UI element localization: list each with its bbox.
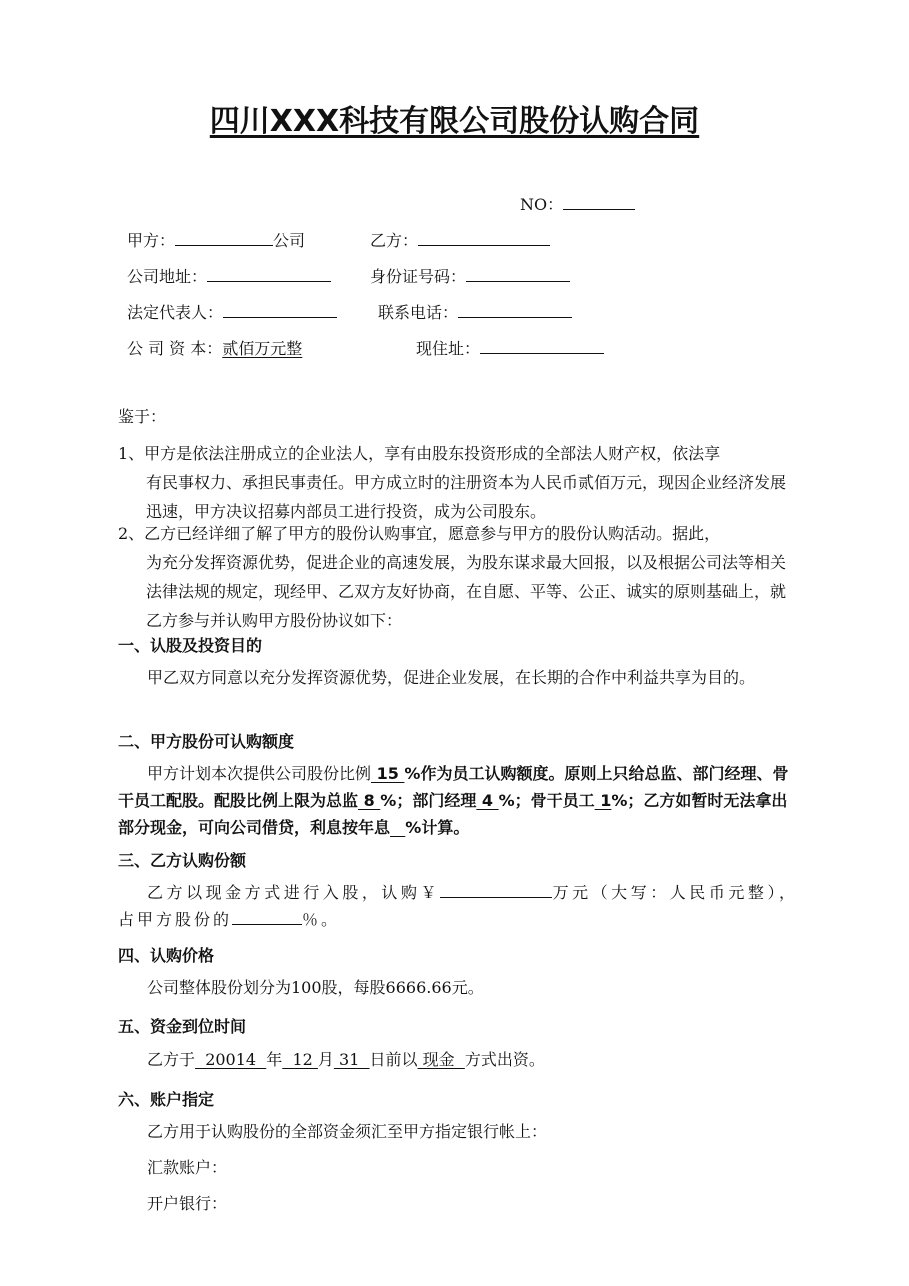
id-number-blank xyxy=(466,266,570,282)
director-ratio-value: 8 xyxy=(358,791,381,810)
section-3-text-c: ％。 xyxy=(302,910,341,929)
section-3-text-a: 乙方以现金方式进行入股，认购￥ xyxy=(147,883,441,902)
section-2-text-c: %；部门经理 xyxy=(380,791,477,810)
party-a-suffix: 公司 xyxy=(273,231,306,250)
document-title: 四川XXX科技有限公司股份认购合同 xyxy=(209,104,700,139)
phone-label: 联系电话： xyxy=(378,303,459,322)
phone-blank xyxy=(458,302,572,318)
section-5-text-d: 日前以 xyxy=(369,1050,418,1069)
party-b-blank xyxy=(418,230,550,246)
party-a-row xyxy=(127,228,305,251)
payment-month-value: 12 xyxy=(282,1050,318,1069)
share-ratio-value: 15 xyxy=(371,764,405,783)
contract-number-label: NO： xyxy=(520,195,564,214)
section-4-heading: 四、认购价格 xyxy=(118,946,215,965)
interest-rate-blank xyxy=(390,818,405,837)
capital-row xyxy=(127,336,302,359)
legal-rep-row xyxy=(127,300,337,323)
subscription-amount-blank xyxy=(440,882,552,898)
section-1-body: 甲乙双方同意以充分发挥资源优势，促进企业发展，在长期的合作中利益共享为目的。 xyxy=(147,668,756,687)
section-5-text-a: 乙方于 xyxy=(147,1050,196,1069)
section-5-text-b: 年 xyxy=(266,1050,283,1069)
payment-method-value: 现金 xyxy=(417,1050,465,1069)
phone-row xyxy=(378,300,572,323)
whereas-clause-1-first: 1、甲方是依法注册成立的企业法人，享有由股东投资形成的全部法人财产权，依法享 xyxy=(118,444,721,463)
contract-number xyxy=(520,192,635,215)
whereas-label: 鉴于： xyxy=(118,407,167,426)
manager-ratio-value: 4 xyxy=(476,791,499,810)
capital-value: 贰佰万元整 xyxy=(222,339,303,358)
section-3-text-b: 万元（大写：人民币元整），占甲方股份的 xyxy=(118,883,798,929)
residence-label: 现住址： xyxy=(416,339,481,358)
contract-number-blank xyxy=(563,194,635,210)
company-address-blank xyxy=(207,266,331,282)
section-5-text-c: 月 xyxy=(317,1050,334,1069)
staff-ratio-value: 1 xyxy=(594,791,612,810)
section-2-heading: 二、甲方股份可认购额度 xyxy=(118,732,295,751)
whereas-clause-1 xyxy=(118,439,798,526)
party-b-row xyxy=(370,228,550,251)
legal-rep-label: 法定代表人： xyxy=(127,303,224,322)
payment-day-value: 31 xyxy=(333,1050,370,1069)
company-address-row xyxy=(127,264,331,287)
section-1-heading: 一、认股及投资目的 xyxy=(118,636,263,655)
residence-row xyxy=(416,336,604,359)
section-5-body xyxy=(118,1046,798,1073)
section-6-heading: 六、账户指定 xyxy=(118,1090,215,1109)
section-2-text-a: 甲方计划本次提供公司股份比例 xyxy=(147,764,372,783)
opening-bank-label: 开户银行： xyxy=(147,1194,228,1213)
residence-blank xyxy=(480,338,604,354)
company-address-label: 公司地址： xyxy=(127,267,208,286)
section-4-body: 公司整体股份划分为100股，每股6666.66元。 xyxy=(147,978,484,997)
party-a-label: 甲方： xyxy=(127,231,176,250)
whereas-clause-2-first: 2、乙方已经详细了解了甲方的股份认购事宜，愿意参与甲方的股份认购活动。据此， xyxy=(118,524,721,543)
section-2-text-b: %作为员工认购额度。原则上只给总监、部门经理、骨干员工配股。配股比例上限为总监 xyxy=(118,764,789,810)
capital-label: 公 司 资 本： xyxy=(127,339,223,358)
section-2-text-e: %；乙方如暂时无法拿出部分现金，可向公司借贷，利息按年息 xyxy=(118,791,788,837)
section-3-body xyxy=(118,879,798,933)
section-3-heading: 三、乙方认购份额 xyxy=(118,851,247,870)
section-5-heading: 五、资金到位时间 xyxy=(118,1017,247,1036)
id-number-row xyxy=(370,264,570,287)
whereas-clause-1-rest: 有民事权力、承担民事责任。甲方成立时的注册资本为人民币贰佰万元，现因企业经济发展迅速，甲方决议招募内部员工进行投资，成为公司股东。 xyxy=(146,473,787,521)
party-b-label: 乙方： xyxy=(370,231,419,250)
section-2-text-d: %；骨干员工 xyxy=(498,791,595,810)
legal-rep-blank xyxy=(223,302,337,318)
remittance-account-label: 汇款账户： xyxy=(147,1158,228,1177)
id-number-label: 身份证号码： xyxy=(370,267,467,286)
section-2-body xyxy=(118,760,798,841)
whereas-clause-2 xyxy=(118,519,798,635)
share-percent-blank xyxy=(232,909,302,925)
section-6-body: 乙方用于认购股份的全部资金须汇至甲方指定银行帐上： xyxy=(147,1122,548,1141)
party-a-blank xyxy=(175,230,273,246)
section-2-text-f: %计算。 xyxy=(405,818,470,837)
whereas-clause-2-rest: 为充分发挥资源优势，促进企业的高速发展，为股东谋求最大回报，以及根据公司法等相关法律法规的规定，现经甲、乙双方友好协商，在自愿、平等、公正、诚实的原则基础上，就乙方参与并认购甲方股份协议如下： xyxy=(146,553,787,630)
section-5-text-e: 方式出资。 xyxy=(464,1050,545,1069)
payment-year-value: 20014 xyxy=(195,1050,267,1069)
